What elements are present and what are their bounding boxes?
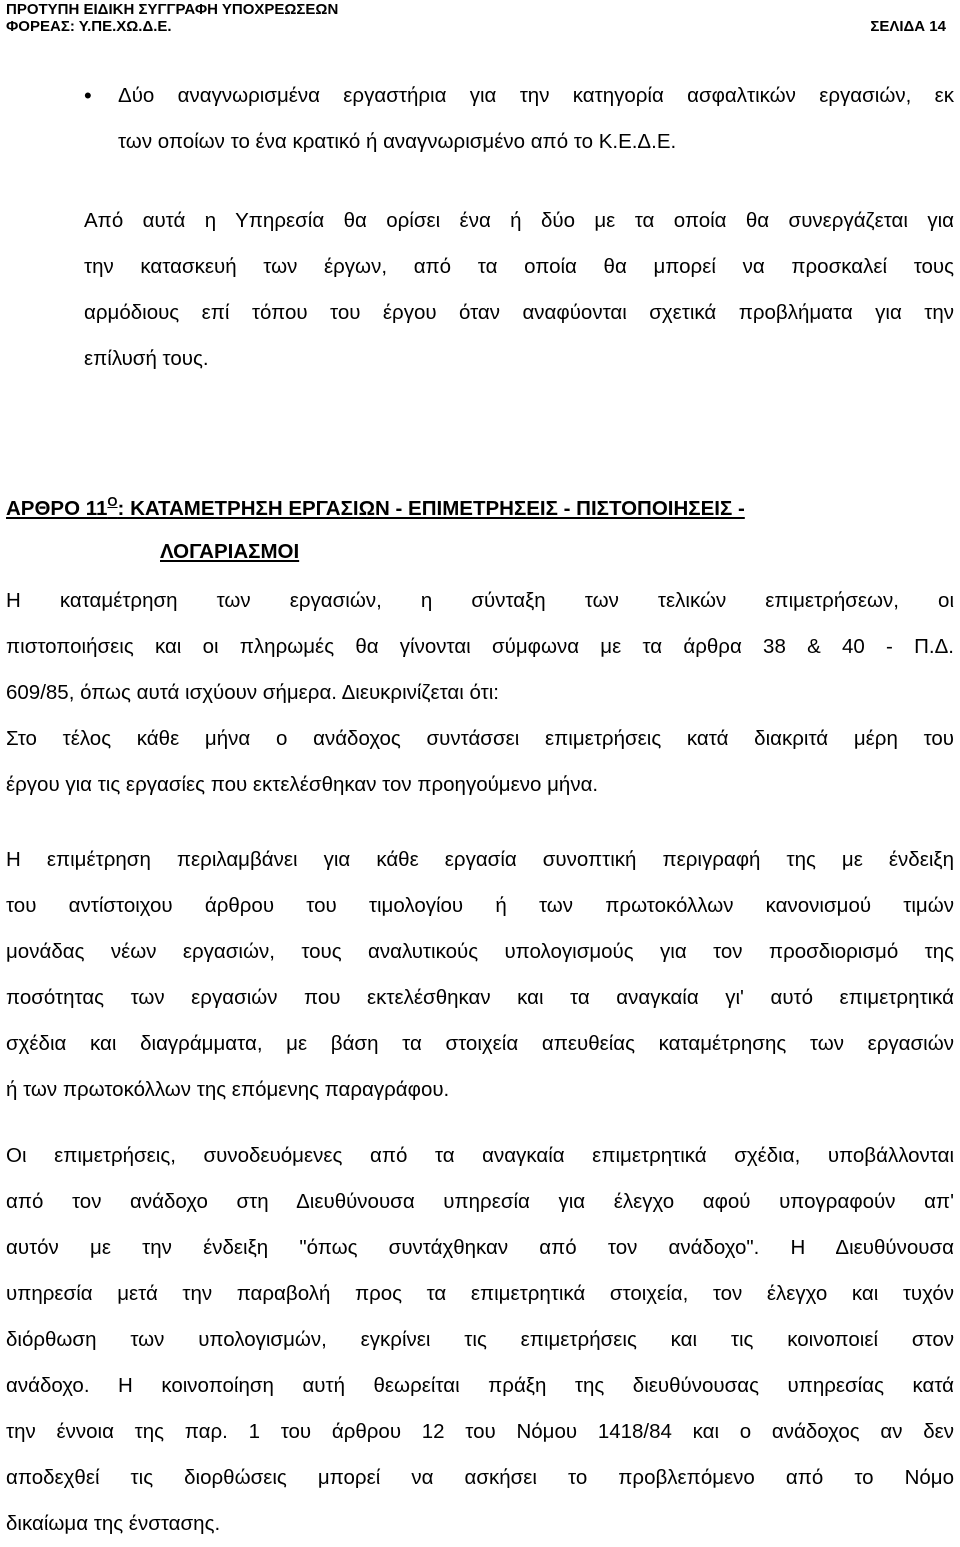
paragraph-line: αυτόν με την ένδειξη "όπως συντάχθηκαν από τον ανάδοχο". Η Διευθύνουσα: [6, 1236, 954, 1259]
paragraph-line: ανάδοχο. Η κοινοποίηση αυτή θεωρείται πράξη της διευθύνουσας υπηρεσίας κατά: [6, 1374, 954, 1397]
bullet-line: των οποίων το ένα κρατικό ή αναγνωρισμένο από το Κ.Ε.Δ.Ε.: [118, 130, 677, 153]
bullet-line: Δύο αναγνωρισμένα εργαστήρια για την κατηγορία ασφαλτικών εργασιών, εκ: [118, 84, 954, 107]
page-number: ΣΕΛΙΔΑ 14: [870, 18, 946, 35]
paragraph-line: αρμόδιους επί τόπου του έργου όταν αναφύονται σχετικά προβλήματα για την: [84, 301, 954, 324]
paragraph-contents: [6, 837, 954, 1113]
article-heading: [6, 494, 745, 521]
paragraph-line: επίλυσή τους.: [84, 347, 209, 370]
paragraph-line: Η επιμέτρηση περιλαμβάνει για κάθε εργασία συνοπτική περιγραφή της με ένδειξη: [6, 848, 954, 871]
paragraph-line: ή των πρωτοκόλλων της επόμενης παραγράφου.: [6, 1078, 450, 1101]
article-number: ΑΡΘΡΟ 11: [6, 497, 108, 520]
bullet-item: [118, 73, 954, 165]
paragraph-line: ποσότητας των εργασιών που εκτελέσθηκαν και τα αναγκαία γι' αυτό επιμετρητικά: [6, 986, 954, 1009]
paragraph-line: αποδεχθεί τις διορθώσεις μπορεί να ασκήσει το προβλεπόμενο από το Νόμο: [6, 1466, 954, 1489]
article-heading-continued: ΛΟΓΑΡΙΑΣΜΟΙ: [160, 540, 300, 563]
paragraph-line: Οι επιμετρήσεις, συνοδευόμενες από τα αναγκαία επιμετρητικά σχέδια, υποβάλλονται: [6, 1144, 954, 1167]
paragraph-line: Στο τέλος κάθε μήνα ο ανάδοχος συντάσσει επιμετρήσεις κατά διακριτά μέρη του: [6, 727, 954, 750]
agency-label: ΦΟΡΕΑΣ: Υ.ΠΕ.ΧΩ.Δ.Ε.: [6, 18, 172, 35]
paragraph-line: 609/85, όπως αυτά ισχύουν σήμερα. Διευκρινίζεται ότι:: [6, 681, 499, 704]
paragraph-line: διόρθωση των υπολογισμών, εγκρίνει τις επιμετρήσεις και τις κοινοποιεί στον: [6, 1328, 954, 1351]
paragraph-line: πιστοποιήσεις και οι πληρωμές θα γίνονται σύμφωνα με τα άρθρα 38 & 40 - Π.Δ.: [6, 635, 954, 658]
article-ordinal: Ο: [107, 494, 118, 509]
paragraph-line: έργου για τις εργασίες που εκτελέσθηκαν τον προηγούμενο μήνα.: [6, 773, 599, 796]
paragraph-line: Από αυτά η Υπηρεσία θα ορίσει ένα ή δύο με τα οποία θα συνεργάζεται για: [84, 209, 954, 232]
paragraph-line: Η καταμέτρηση των εργασιών, η σύνταξη των τελικών επιμετρήσεων, οι: [6, 589, 954, 612]
paragraph-line: από τον ανάδοχο στη Διευθύνουσα υπηρεσία για έλεγχο αφού υπογραφούν απ': [6, 1190, 954, 1213]
paragraph-line: σχέδια και διαγράμματα, με βάση τα στοιχεία απευθείας καταμέτρησης των εργασιών: [6, 1032, 954, 1055]
paragraph-measurement: [6, 578, 954, 808]
paragraph-line: την κατασκευή των έργων, από τα οποία θα μπορεί να προσκαλεί τους: [84, 255, 954, 278]
document-title: ΠΡΟΤΥΠΗ ΕΙΔΙΚΗ ΣΥΓΓΡΑΦΗ ΥΠΟΧΡΕΩΣΕΩΝ: [6, 1, 339, 18]
article-title: : ΚΑΤΑΜΕΤΡΗΣΗ ΕΡΓΑΣΙΩΝ - ΕΠΙΜΕΤΡΗΣΕΙΣ - ΠΙΣΤΟΠΟΙΗΣΕΙΣ -: [117, 497, 745, 520]
paragraph-line: υπηρεσία μετά την παραβολή προς τα επιμετρητικά στοιχεία, τον έλεγχο και τυχόν: [6, 1282, 954, 1305]
paragraph-line: δικαίωμα της ένστασης.: [6, 1512, 221, 1535]
paragraph-line: μονάδας νέων εργασιών, τους αναλυτικούς υπολογισμούς για τον προσδιορισμό της: [6, 940, 954, 963]
header-row: [6, 18, 946, 35]
paragraph-line: την έννοια της παρ. 1 του άρθρου 12 του Νόμου 1418/84 και ο ανάδοχος αν δεν: [6, 1420, 954, 1443]
bullet-icon: •: [84, 83, 92, 108]
paragraph-line: του αντίστοιχου άρθρου του τιμολογίου ή των πρωτοκόλλων κανονισμού τιμών: [6, 894, 954, 917]
paragraph-laboratories: [84, 198, 954, 382]
paragraph-submission: [6, 1133, 954, 1547]
